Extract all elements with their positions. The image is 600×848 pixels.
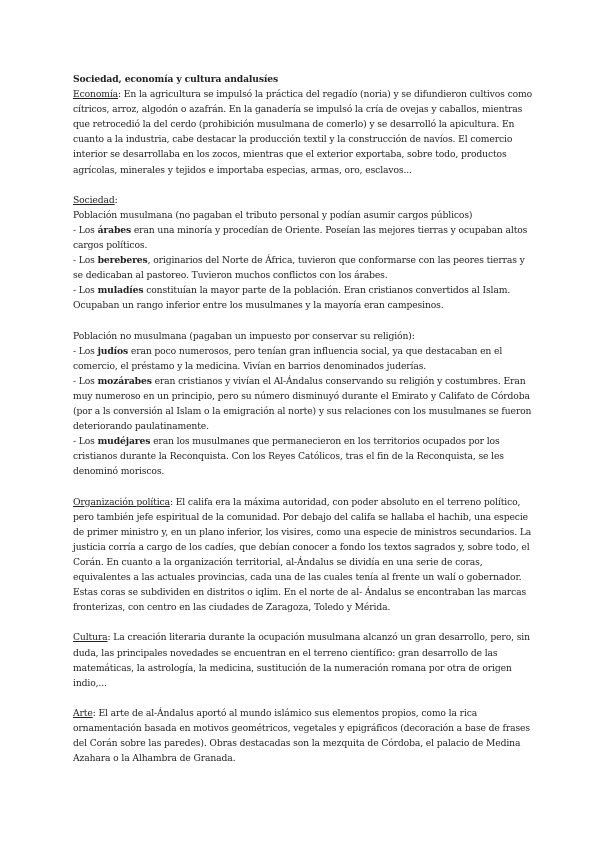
list-item-prefix: - Los <box>73 285 98 297</box>
term-mudejares: mudéjares <box>97 436 151 448</box>
list-item-prefix: - Los <box>73 345 98 357</box>
economia-paragraph <box>73 87 533 178</box>
arte-text: : El arte de al-Ándalus aportó al mundo islámico sus elementos propios, como la rica ornamentación basada en motivos geométricos, vegetales y epigráficos (decoración a base de frases del Corán sobre las paredes). Obras destacadas son la mezquita de Córdoba, el palacio de Medina Azahara o la Alhambra de Granada. <box>73 707 530 765</box>
term-judios: judíos <box>97 345 129 357</box>
list-item-bereberes <box>73 253 533 283</box>
list-item-prefix: - Los <box>73 436 98 448</box>
list-item-mozarabes <box>73 374 533 434</box>
spacer <box>73 178 533 193</box>
musulmana-heading: Población musulmana (no pagaban el tributo personal y podían asumir cargos públicos) <box>73 209 473 221</box>
organizacion-label: Organización política <box>73 496 170 508</box>
economia-label: Economía <box>73 89 118 101</box>
list-item-text: eran los musulmanes que permanecieron en los territorios ocupados por los cristianos durante la Reconquista. Con los Reyes Católicos, tras el fin de la Reconquista, se les denominó moriscos. <box>73 436 504 478</box>
list-item-text: eran una minoría y procedían de Oriente. Poseían las mejores tierras y ocupaban altos cargos políticos. <box>73 224 528 252</box>
list-item-text: eran poco numerosos, pero tenían gran influencia social, ya que destacaban en el comercio, el préstamo y la medicina. Vivían en barrios denominados juderías. <box>73 345 503 372</box>
cultura-paragraph <box>73 630 533 690</box>
sociedad-heading <box>73 193 533 208</box>
list-item-text: , originarios del Norte de África, tuvieron que conformarse con las peores tierras y se dedicaban al pastoreo. Tuvieron muchos conflictos con los árabes. <box>73 255 525 282</box>
no-musulmana-heading: Población no musulmana (pagaban un impuesto por conservar su religión): <box>73 330 415 342</box>
sociedad-label-suffix: : <box>114 194 118 206</box>
list-item-text: eran cristianos y vivían el Al-Ándalus conservando su religión y costumbres. Eran muy numeroso en un principio, pero su número disminuyó durante el Emirato y Califato de Córdoba (por a ls conversión al Islam o la emigración al norte) y sus relaciones con los musulmanes se fueron deteriorando paulatinamente. <box>73 375 532 433</box>
spacer <box>73 615 533 630</box>
cultura-label: Cultura <box>73 632 108 644</box>
list-item-mudejares <box>73 434 533 479</box>
list-item-text: constituían la mayor parte de la población. Eran cristianos convertidos al Islam. Ocupaban un rango inferior entre los musulmanes y la mayoría eran campesinos. <box>73 285 511 312</box>
sociedad-label: Sociedad <box>73 194 115 206</box>
spacer <box>73 314 533 329</box>
list-item-prefix: - Los <box>73 255 98 267</box>
organizacion-paragraph <box>73 495 533 616</box>
term-arabes: árabes <box>97 224 132 236</box>
organizacion-text: : El califa era la máxima autoridad, con poder absoluto en el terreno político, pero también jefe espiritual de la comunidad. Por debajo del califa se hallaba el hachib, una especie de primer ministro y, en un plano inferior, los visires, como una especie de ministros secundarios. La justicia corría a cargo de los cadíes, que debían conocer a fondo los textos sagrados y, sobre todo, el Corán. En cuanto a la organización territorial, al-Ándalus se dividía en una serie de coras, equivalentes a las actuales provincias, cada una de las cuales tenía al frente un walí o gobernador. Estas coras se subdividen en distritos o iqlim. En el norte de al- Ándalus se encontraban las marcas fronterizas, con centro en las ciudades de Zaragoza, Toledo y Mérida. <box>73 496 532 614</box>
spacer <box>73 480 533 495</box>
arte-label: Arte <box>73 707 93 719</box>
economia-text: : En la agricultura se impulsó la práctica del regadío (noria) y se difundieron cultivos como cítricos, arroz, algodón o azafrán. En la ganadería se impulsó la cría de ovejas y caballos, mientras que retrocedió la del cerdo (prohibición musulmana de comerlo) y se desarrolló la apicultura. En cuanto a la industria, cabe destacar la producción textil y la construcción de navíos. El comercio interior se desarrollaba en los zocos, mientras que el exterior exportaba, sobre todo, productos agrícolas, minerales y tejidos e importaba especias, armas, oro, esclavos... <box>73 89 533 176</box>
list-item-arabes <box>73 223 533 253</box>
list-item-prefix: - Los <box>73 375 98 387</box>
spacer <box>73 691 533 706</box>
cultura-text: : La creación literaria durante la ocupación musulmana alcanzó un gran desarrollo, pero, sin duda, las principales novedades se encuentran en el terreno científico: gran desarrollo de las matemáticas, la astrología, la medicina, sustitución de la numeración romana por otra de origen indio,... <box>73 632 530 689</box>
list-item-muladies <box>73 283 533 313</box>
document-title: Sociedad, economía y cultura andalusíes <box>73 74 279 85</box>
term-muladies: muladíes <box>97 285 144 297</box>
list-item-judios <box>73 344 533 374</box>
list-item-prefix: - Los <box>73 224 98 236</box>
arte-paragraph <box>73 706 533 766</box>
term-mozarabes: mozárabes <box>97 375 152 387</box>
document-page <box>73 72 533 766</box>
term-bereberes: bereberes <box>97 255 148 267</box>
